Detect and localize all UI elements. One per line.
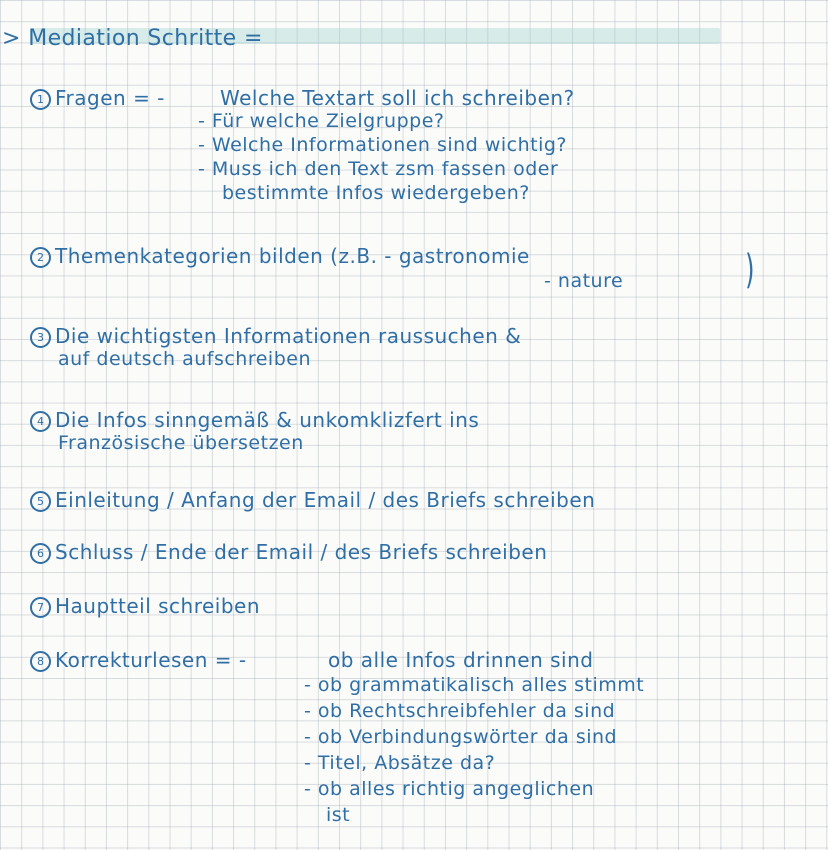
step-1-sub-1: Welche Textart soll ich schreiben? (220, 86, 575, 110)
step-6-text: Schluss / Ende der Email / des Briefs schreiben (55, 540, 548, 564)
closing-parenthesis: ) (745, 247, 755, 293)
step-3 (30, 326, 521, 348)
step-8-sub-7: ist (326, 804, 351, 826)
step-8-sub-6: - ob alles richtig angeglichen (304, 778, 595, 800)
step-6 (30, 542, 547, 564)
step-8-sub-1: ob alle Infos drinnen sind (328, 648, 594, 672)
step-5 (30, 490, 595, 512)
step-8-text: Korrekturlesen (55, 648, 208, 672)
step-1-separator: = - (133, 86, 165, 110)
step-5-text: Einleitung / Anfang der Email / des Briefs schreiben (55, 488, 596, 512)
step-2-number: 2 (30, 247, 51, 268)
step-1-sub-3: - Welche Informationen sind wichtig? (198, 134, 568, 156)
step-1-sub-4: - Muss ich den Text zsm fassen oder (198, 158, 559, 180)
step-8-number: 8 (30, 651, 51, 672)
step-7 (30, 596, 260, 618)
step-4 (30, 410, 479, 432)
step-1 (30, 88, 165, 110)
step-8-sub-2: - ob grammatikalisch alles stimmt (304, 674, 645, 696)
step-8-sub-3: - ob Rechtschreibfehler da sind (304, 700, 616, 722)
step-3-text: Die wichtigsten Informationen raussuchen & (55, 324, 522, 348)
step-8-separator: = - (214, 648, 247, 672)
page-title: > Mediation Schritte = (2, 26, 263, 51)
step-1-sub-2: - Für welche Zielgruppe? (198, 110, 445, 132)
step-6-number: 6 (30, 543, 51, 564)
step-2-text: Themenkategorien bilden (z.B. - gastronomie (55, 244, 530, 268)
step-5-number: 5 (30, 491, 51, 512)
step-4-number: 4 (30, 411, 51, 432)
step-7-number: 7 (30, 597, 51, 618)
step-4-text: Die Infos sinngemäß & unkomklizfert ins (55, 408, 480, 432)
step-3-number: 3 (30, 327, 51, 348)
step-2 (30, 246, 530, 268)
step-1-number: 1 (30, 89, 51, 110)
step-8-sub-5: - Titel, Absätze da? (304, 752, 496, 774)
step-1-text: Fragen (55, 86, 127, 110)
step-1-sub-5: bestimmte Infos wiedergeben? (222, 182, 530, 204)
step-2-sub-1: - nature (544, 270, 624, 292)
step-7-text: Hauptteil schreiben (55, 594, 261, 618)
step-4-sub-1: Französische übersetzen (58, 432, 304, 454)
step-8 (30, 650, 247, 672)
step-8-sub-4: - ob Verbindungswörter da sind (304, 726, 618, 748)
step-3-sub-1: auf deutsch aufschreiben (58, 348, 311, 370)
